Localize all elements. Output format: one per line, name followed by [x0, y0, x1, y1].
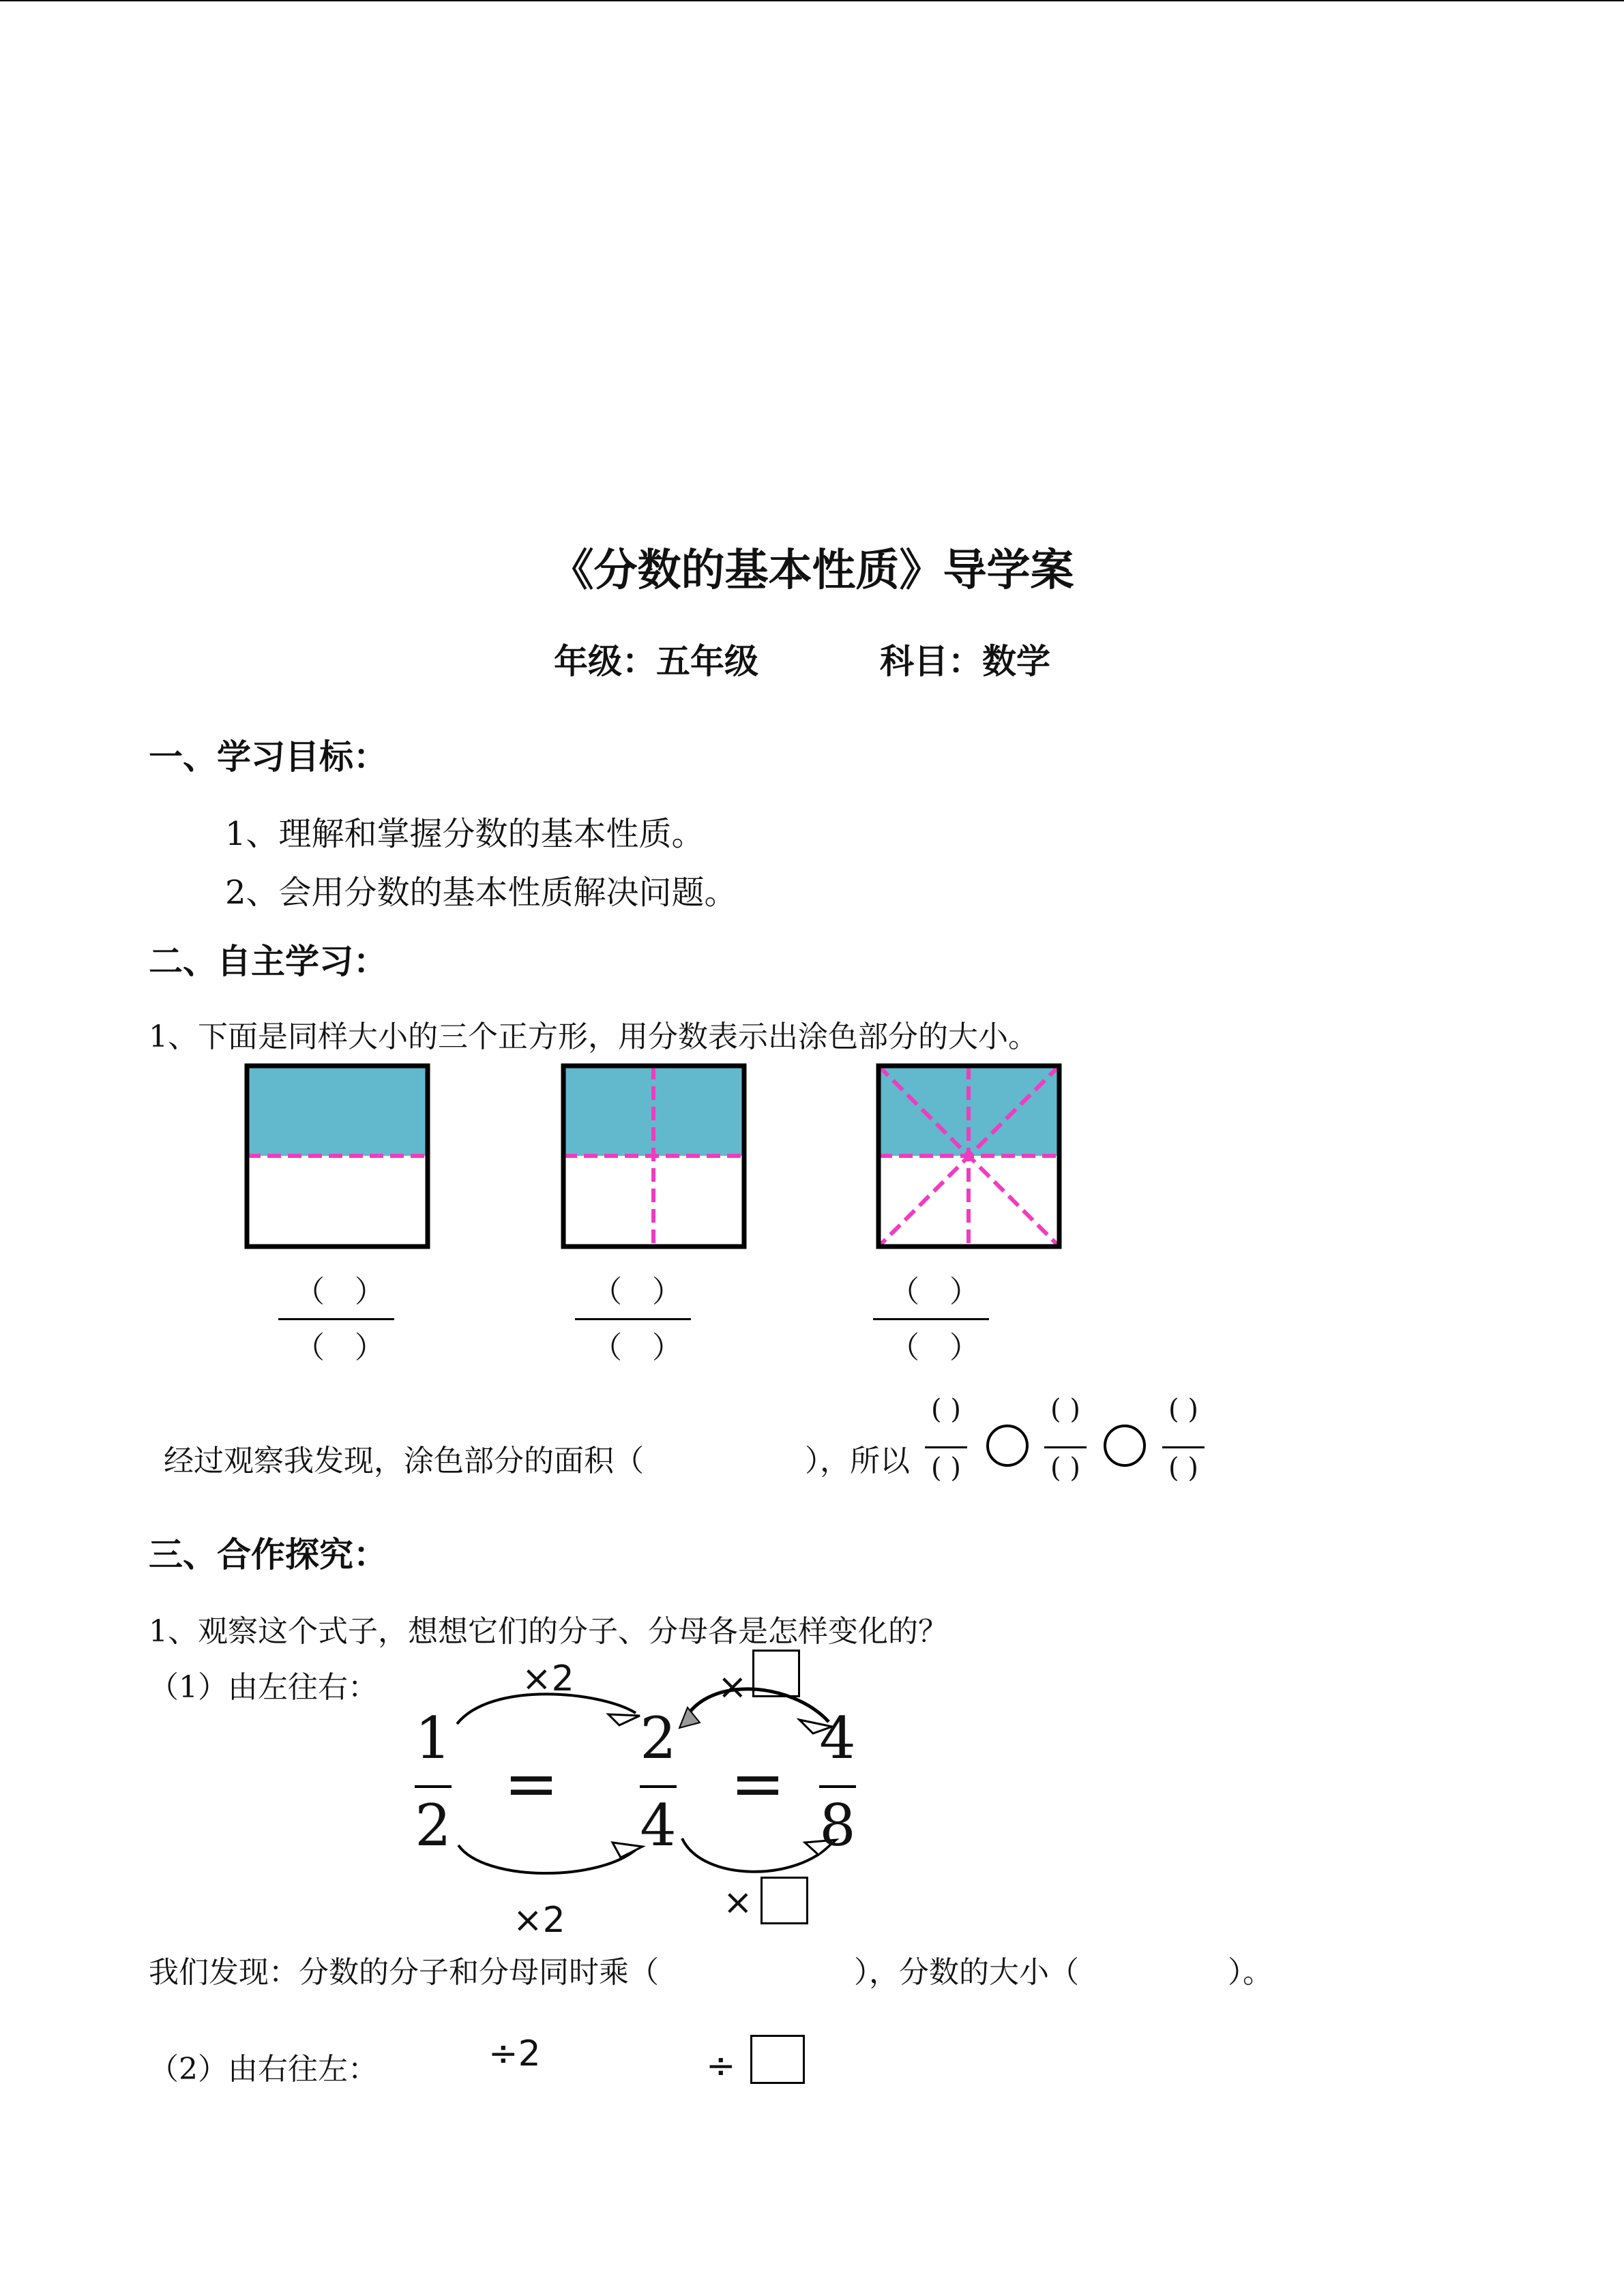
fraction-2-denominator-blank[interactable]: （ ） [592, 1330, 682, 1365]
fraction-2-4-denominator: 4 [640, 1792, 677, 1859]
compare-fraction-1-bar [925, 1446, 967, 1448]
fraction-2-bar [575, 1318, 691, 1320]
section1-heading: 一、学习目标： [149, 737, 387, 777]
compare-fraction-1-numerator[interactable]: ( ) [931, 1394, 961, 1425]
square-diagram-1 [247, 1066, 428, 1247]
compare-fraction-2-bar [1044, 1446, 1087, 1448]
square-diagram-3 [879, 1066, 1059, 1247]
compare-fraction-3-bar [1162, 1446, 1205, 1448]
fraction-1-2-denominator: 2 [415, 1792, 452, 1859]
compare-circle-1[interactable] [984, 1422, 1031, 1469]
fraction-2-numerator-blank[interactable]: （ ） [592, 1274, 682, 1309]
fraction-3-numerator-blank[interactable]: （ ） [889, 1274, 979, 1309]
finding-end: ）。 [1228, 1955, 1273, 1990]
divide-2-label: ÷2 [488, 2033, 541, 2074]
fraction-4-8-bar [819, 1785, 856, 1788]
grade-label: 年级：五年级 [554, 642, 758, 681]
goal-item-1: 1、理解和掌握分数的基本性质。 [225, 815, 705, 853]
compare-fraction-2-denominator[interactable]: ( ) [1050, 1452, 1080, 1484]
fraction-1-denominator-blank[interactable]: （ ） [295, 1330, 385, 1365]
times-2-top-label: ×2 [522, 1658, 574, 1699]
compare-fraction-3-denominator[interactable]: ( ) [1168, 1452, 1198, 1484]
times-top-label: × [718, 1667, 748, 1708]
section2-heading: 二、自主学习： [149, 942, 387, 981]
fraction-4-8-numerator: 4 [819, 1705, 856, 1772]
page-top-border [0, 0, 1624, 1]
compare-fraction-1-denominator[interactable]: ( ) [931, 1452, 961, 1484]
fraction-1-2-numerator: 1 [415, 1705, 452, 1772]
equals-sign-1: = [503, 1746, 559, 1822]
section2-question: 1、下面是同样大小的三个正方形，用分数表示出涂色部分的大小。 [149, 1019, 1038, 1054]
compare-fraction-2-numerator[interactable]: ( ) [1050, 1394, 1080, 1425]
fraction-1-numerator-blank[interactable]: （ ） [295, 1274, 385, 1309]
times-2-bottom-label: ×2 [513, 1900, 565, 1941]
equals-sign-2: = [730, 1746, 786, 1822]
subject-label: 科目：数学 [880, 642, 1050, 681]
finding-answer-blank-1[interactable] [709, 1950, 853, 1982]
page-title: 《分数的基本性质》导学案 [550, 546, 1074, 596]
observation-answer-blank[interactable] [689, 1440, 798, 1472]
divide-label: ÷ [706, 2046, 736, 2087]
square-1-shaded-half [247, 1066, 428, 1156]
fraction-1-2-bar [415, 1785, 452, 1788]
part2-label: （2）由右往左： [149, 2052, 378, 2087]
fraction-3-bar [873, 1318, 989, 1320]
multiplier-blank-bottom[interactable] [761, 1877, 808, 1924]
square-diagram-2 [563, 1066, 744, 1247]
observation-mid: ），所以 [805, 1444, 910, 1478]
goal-item-2: 2、会用分数的基本性质解决问题。 [225, 874, 737, 912]
part1-label: （1）由左往右： [149, 1670, 378, 1705]
section3-heading: 三、合作探究： [149, 1535, 387, 1575]
fraction-3-denominator-blank[interactable]: （ ） [889, 1330, 979, 1365]
compare-fraction-3-numerator[interactable]: ( ) [1168, 1394, 1198, 1425]
times-bottom-label: × [723, 1882, 753, 1923]
compare-circle-2[interactable] [1102, 1422, 1148, 1469]
fraction-2-4-bar [640, 1785, 677, 1788]
section3-question: 1、观察这个式子，想想它们的分子、分母各是怎样变化的？ [149, 1614, 948, 1649]
finding-mid: ），分数的大小（ [854, 1955, 1079, 1990]
divisor-blank[interactable] [750, 2035, 805, 2084]
finding-answer-blank-2[interactable] [1097, 1950, 1226, 1982]
fraction-4-8-denominator: 8 [819, 1792, 856, 1859]
finding-prefix: 我们发现：分数的分子和分母同时乘（ [149, 1955, 659, 1990]
fraction-1-bar [278, 1318, 394, 1320]
fraction-2-4-numerator: 2 [640, 1705, 677, 1772]
observation-prefix: 经过观察我发现，涂色部分的面积（ [164, 1444, 644, 1478]
